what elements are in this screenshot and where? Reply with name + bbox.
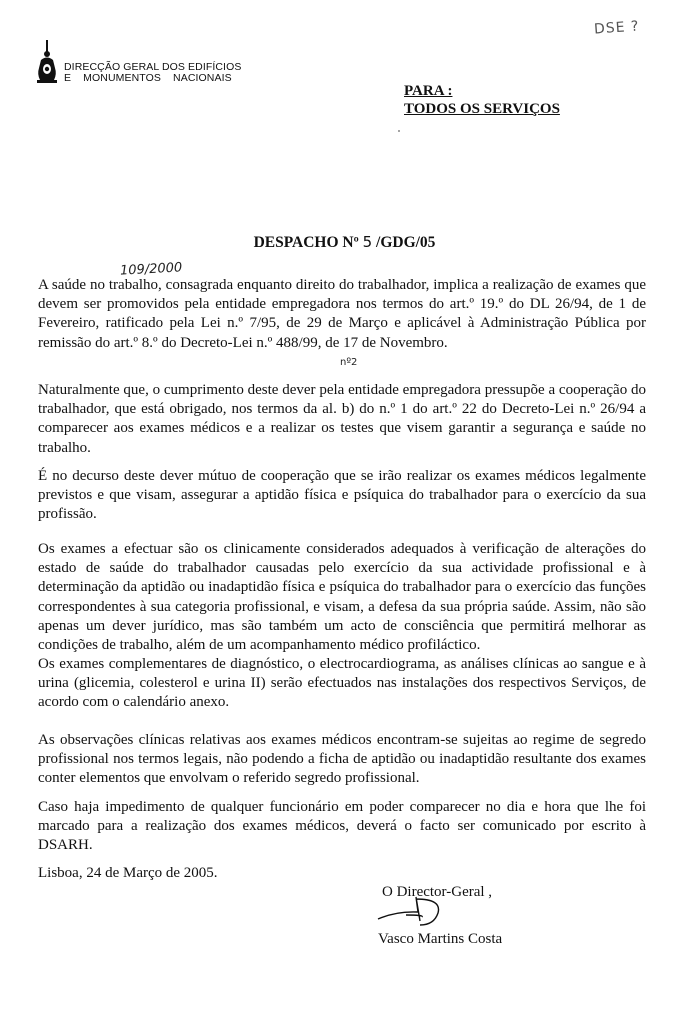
signer-name: Vasco Martins Costa	[378, 931, 503, 947]
paragraph-5	[38, 655, 646, 713]
handwritten-reference: 109/2000	[119, 260, 183, 279]
title-suffix: /GDG/05	[376, 234, 436, 251]
organization-name	[64, 62, 241, 84]
paragraph-2	[38, 381, 646, 458]
recipient-block	[404, 82, 560, 118]
letterhead	[36, 40, 241, 84]
signature-block	[378, 884, 502, 948]
institutional-emblem-icon	[36, 40, 58, 84]
place-and-date: Lisboa, 24 de Março de 2005.	[38, 865, 218, 881]
paragraph-4	[38, 540, 646, 655]
organization-name-line2: E MONUMENTOS NACIONAIS	[64, 72, 232, 84]
paragraph-text: Os exames complementares de diagnóstico, o electrocardiograma, as análises clínicas ao sangue e à urina (glicemia, colesterol e urina II) serão efectuados nas instalações dos respectivos Serviços, de acordo com o calendário anexo.	[38, 656, 646, 711]
paragraph-7	[38, 798, 646, 856]
paragraph-6	[38, 731, 646, 789]
paragraph-text: Naturalmente que, o cumprimento deste dever pela entidade empregadora pressupõe a cooperação do trabalhador, que está obrigado, nos termos da al. b) do n.º 1 do art.º 22 do Decreto-Lei n.º 26/94 a comparecer aos exames médicos e a realizar os testes que visem garantir a segurança e saúde no trabalho.	[38, 382, 646, 456]
paragraph-text: As observações clínicas relativas aos exames médicos encontram-se sujeitas ao regime de segredo profissional nos termos legais, não podendo a ficha de aptidão ou inadaptidão resultante dos exames conter elementos que envolvam o referido segredo profissional.	[38, 732, 646, 787]
signer-title: O Director-Geral ,	[382, 884, 493, 900]
paragraph-text: É no decurso deste dever mútuo de cooperação que se irão realizar os exames médicos legalmente previstos e que visam, assegurar a aptidão física e psíquica do trabalhador para o exercício da sua profissão.	[38, 468, 646, 523]
handwritten-mark: nº2	[340, 357, 358, 368]
paragraph-text: A saúde no trabalho, consagrada enquanto direito do trabalhador, implica a realização de exames que devem ser promovidos pela entidade empregadora nos termos do art.º 19.º do DL 26/94, de 1 de Fevereiro, ratificado pela Lei n.º 7/95, de 29 de Março e aplicável à Administração Pública por remissão do art.º 8.º do Decreto-Lei n.º 488/99, de 17 de Novembro.	[38, 277, 646, 351]
paragraph-text: Caso haja impedimento de qualquer funcionário em poder comparecer no dia e hora que lhe foi marcado para a realização dos exames médicos, deverá o facto ser comunicado por escrito à DSARH.	[38, 799, 646, 854]
scan-speck	[398, 130, 400, 132]
title-number: 5	[362, 233, 373, 251]
document-title	[0, 233, 689, 252]
paragraph-1	[38, 276, 646, 353]
handwritten-note-top: DSE ?	[593, 18, 640, 38]
recipient-value: TODOS OS SERVIÇOS	[404, 101, 560, 117]
recipient-label: PARA :	[404, 83, 453, 99]
organization-name-line1: DIRECÇÃO GERAL DOS EDIFÍCIOS	[64, 61, 242, 73]
paragraph-3	[38, 467, 646, 525]
paragraph-text: Os exames a efectuar são os clinicamente considerados adequados à verificação de alterações do estado de saúde do trabalhador causadas pelo exercício da sua actividade profissional e à determinação da aptidão ou inadaptidão física e psíquica do trabalhador para o exercício das funções correspondentes à sua categoria profissional, e visam, a defesa da sua própria saúde. Assim, não são apenas um dever jurídico, mas são também um acto de consciência que permitirá melhorar as condições de trabalho, além de um acompanhamento médico profiláctico.	[38, 541, 646, 654]
title-prefix: DESPACHO Nº	[253, 234, 359, 251]
